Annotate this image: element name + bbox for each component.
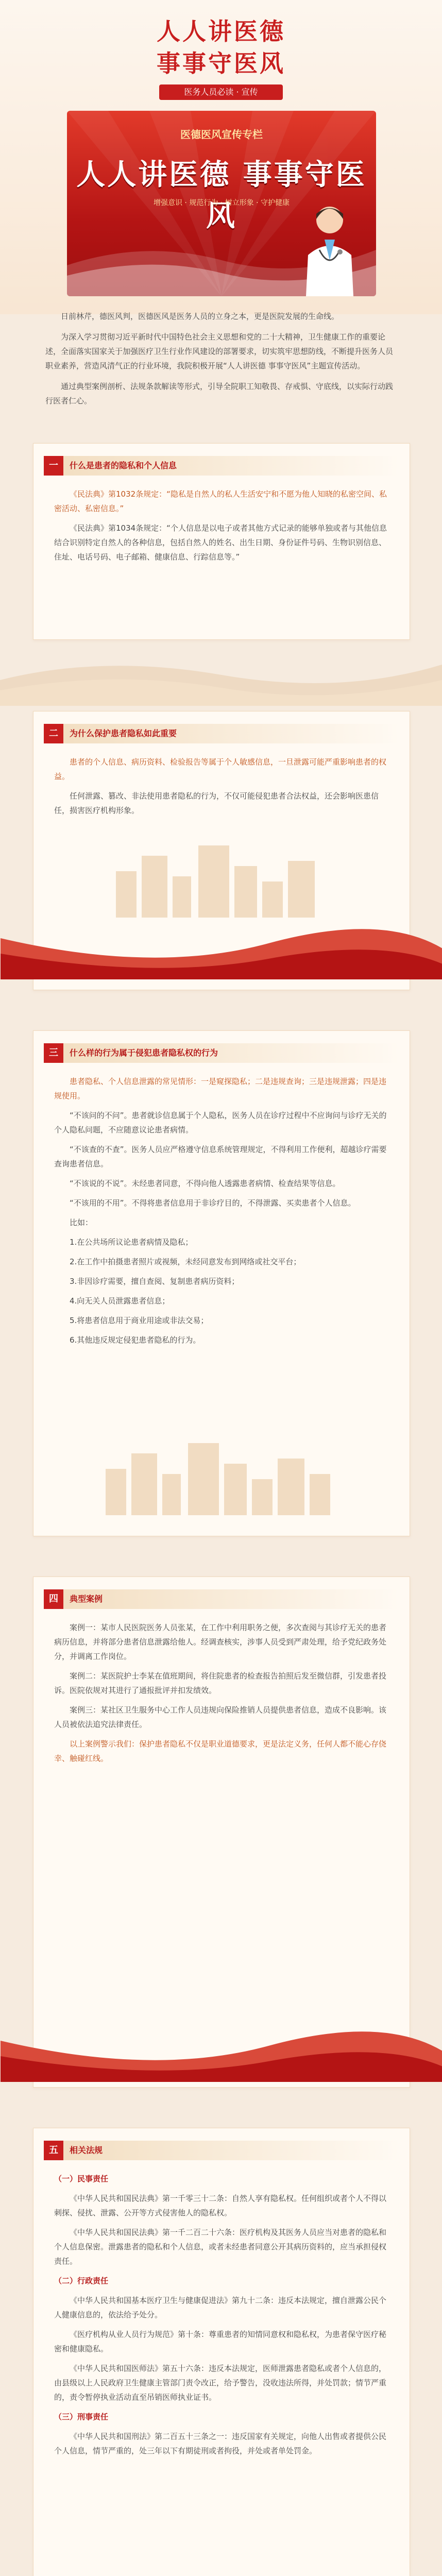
law-paragraph: 《中华人民共和国刑法》第二百五十三条之一：违反国家有关规定，向他人出售或者提供公民个人信息，情节严重的，处三年以下有期徒刑或者拘役，并处或者单处罚金。 [54,2432,387,2455]
decorative-wave [0,644,442,706]
section-body [54,1620,389,1771]
section-header [44,456,399,476]
section-title: 什么是患者的隐私和个人信息 [70,461,177,470]
law-paragraph: 《医疗机构从业人员行为规范》第十条：尊重患者的知情同意权和隐私权，为患者保守医疗秘密和健康隐私。 [54,2330,387,2353]
section-number: 三 [44,1043,63,1063]
title-line-2: 事事守医风 [157,49,285,77]
case-summary: 以上案例警示我们：保护患者隐私不仅是职业道德要求，更是法定义务，任何人都不能心存侥幸、触碰红线。 [54,1739,387,1763]
section-header [44,1043,399,1063]
decorative-wave [1,918,442,979]
law-category-heading: （二）行政责任 [54,2276,109,2285]
doctor-illustration-icon [299,198,361,296]
case-paragraph: 案例一：某市人民医院医务人员张某，在工作中利用职务之便，多次查阅与其诊疗无关的患者病历信息，并将部分患者信息泄露给他人。经调查核实，涉事人员受到严肃处理，给予党纪政务处分，并调离工作岗位。 [54,1623,387,1661]
banner-small-title: 医德医风宣传专栏 [180,128,263,141]
banner-main-title: 人人讲医德 事事守医风 [76,158,367,233]
intro-text [45,309,397,414]
section-number: 五 [44,2141,63,2160]
lead-text: 患者的个人信息、病历资料、检验报告等属于个人敏感信息，一旦泄露可能严重影响患者的权益。 [54,757,387,781]
section-header [44,724,399,743]
section-body [54,2172,389,2463]
lead-text: 患者隐私、个人信息泄露的常见情形：一是窥探隐私；二是违规查询；三是违规泄露；四是违规使用。 [54,1077,387,1100]
body-paragraph: 任何泄露、篡改、非法使用患者隐私的行为，不仅可能侵犯患者合法权益，还会影响医患信任，损害医疗机构形象。 [54,791,379,815]
section-header [44,2141,399,2160]
subtitle-badge: 医务人员必读 · 宣传 [159,84,283,100]
list-item: 1.在公共场所议论患者病情及隐私； [70,1238,193,1247]
law-category-heading: （三）刑事责任 [54,2412,109,2421]
intro-paragraph: 日前林芹，德医风判，医德医风是医务人员的立身之本，更是医院发展的生命线。 [61,312,339,321]
section-title: 典型案例 [70,1594,103,1604]
banner-tagline: 增强意识 · 规范行为 · 树立形象 · 守护健康 [153,199,290,207]
body-paragraph: “不该用的不用”。不得将患者信息用于非诊疗目的，不得泄露、买卖患者个人信息。 [70,1198,356,1208]
section-title: 相关法规 [70,2145,103,2155]
city-skyline-icon [54,840,389,918]
section-card-1 [33,443,410,640]
body-paragraph: “不该说的不说”。未经患者同意，不得向他人透露患者病情、检查结果等信息。 [70,1179,341,1188]
hero-banner [67,111,376,296]
law-quote: 《民法典》第1032条规定：“隐私是自然人的私人生活安宁和不愿为他人知晓的私密空间、私密活动、私密信息。” [54,489,387,513]
list-item: 5.将患者信息用于商业用途或非法交易； [70,1316,209,1325]
section-number: 四 [44,1589,63,1609]
law-paragraph: 《中华人民共和国基本医疗卫生与健康促进法》第九十二条：违反本法规定，擅自泄露公民个人健康信息的，依法给予处分。 [54,2296,387,2319]
list-item: 3.非因诊疗需要，擅自查阅、复制患者病历资料； [70,1277,240,1286]
section-number: 一 [44,456,63,476]
city-skyline-icon [54,1438,389,1515]
intro-paragraph: 为深入学习贯彻习近平新时代中国特色社会主义思想和党的二十大精神，卫生健康工作的重要论述，全面落实国家关于加强医疗卫生行业作风建设的部署要求，切实筑牢思想防线，不断提升医务人员职业素养，营造风清气正的行业环境，我院积极开展“人人讲医德 事事守医风”主题宣传活动。 [45,332,394,370]
law-paragraph: 《中华人民共和国医师法》第五十六条：违反本法规定，医师泄露患者隐私或者个人信息的，由县级以上人民政府卫生健康主管部门责令改正，给予警告，没收违法所得，并处罚款；情节严重的，责令暂停执业活动直至吊销医师执业证书。 [54,2364,387,2402]
body-paragraph: “不该问的不问”。患者就诊信息属于个人隐私，医务人员在诊疗过程中不应询问与诊疗无关的个人隐私问题，不应随意议论患者病情。 [54,1111,387,1134]
case-paragraph: 案例二：某医院护士李某在值班期间，将住院患者的检查报告拍照后发至微信群，引发患者投诉。医院依规对其进行了通报批评并扣发绩效。 [54,1671,387,1695]
intro-paragraph: 通过典型案例剖析、法规条款解读等形式，引导全院职工知敬畏、存戒惧、守底线，以实际行动践行医者仁心。 [45,382,394,405]
section-header [44,1589,399,1609]
section-card-3 [33,1030,410,1536]
decorative-wave [1,2020,442,2082]
section-number: 二 [44,724,63,743]
body-paragraph: “不该查的不查”。医务人员应严格遵守信息系统管理规定，不得利用工作便利，超越诊疗需要查询患者信息。 [54,1145,387,1168]
list-item: 2.在工作中拍摄患者照片或视频，未经同意发布到网络或社交平台； [70,1257,301,1266]
section-body [54,487,389,569]
header [0,0,442,314]
title-line-1: 人人讲医德 [157,18,285,45]
law-quote: 《民法典》第1034条规定：“个人信息是以电子或者其他方式记录的能够单独或者与其他信息结合识别特定自然人的各种信息，包括自然人的姓名、出生日期、身份证件号码、生物识别信息、住址、电话号码、电子邮箱、健康信息、行踪信息等。” [54,523,387,562]
list-intro: 比如： [70,1218,93,1227]
list-item: 6.其他违反规定侵犯患者隐私的行为。 [70,1335,201,1345]
section-card-2 [33,711,410,990]
law-category-heading: （一）民事责任 [54,2174,109,2183]
law-paragraph: 《中华人民共和国民法典》第一千二百二十六条：医疗机构及其医务人员应当对患者的隐私和个人信息保密。泄露患者的隐私和个人信息，或者未经患者同意公开其病历资料的，应当承担侵权责任。 [54,2228,387,2266]
title-block [112,15,330,103]
law-paragraph: 《中华人民共和国民法典》第一千零三十二条：自然人享有隐私权。任何组织或者个人不得以刺探、侵扰、泄露、公开等方式侵害他人的隐私权。 [54,2194,387,2217]
list-item: 4.向无关人员泄露患者信息； [70,1296,170,1306]
section-card-5 [33,2128,410,2576]
section-body [54,1074,389,1352]
case-paragraph: 案例三：某社区卫生服务中心工作人员违规向保险推销人员提供患者信息，造成不良影响。该人员被依法追究法律责任。 [54,1705,387,1729]
section-title: 为什么保护患者隐私如此重要 [70,728,177,738]
section-body [54,755,389,823]
section-title: 什么样的行为属于侵犯患者隐私权的行为 [70,1048,218,1058]
section-card-4 [33,1577,410,2088]
